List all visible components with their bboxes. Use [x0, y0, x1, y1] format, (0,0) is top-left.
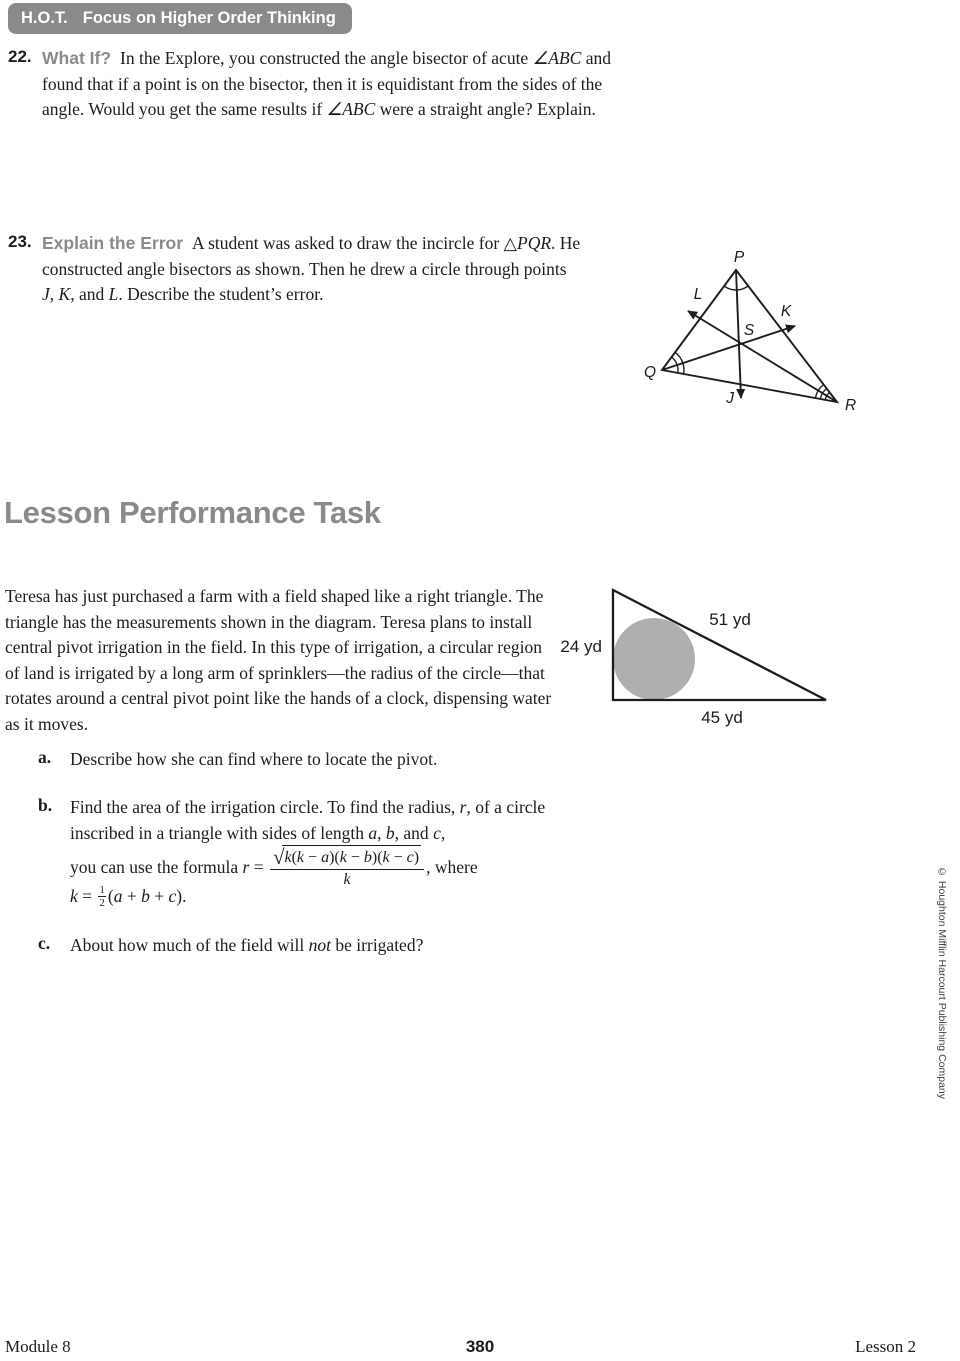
part-c-text: About how much of the field will not be irrigated? — [70, 935, 424, 955]
radicand: k(k − a)(k − b)(k − c) — [282, 845, 421, 868]
question-23-tag: Explain the Error — [42, 233, 184, 253]
part-a-text: Describe how she can find where to locate the pivot. — [70, 749, 438, 769]
copyright-sidebar-text: © Houghton Mifflin Harcourt Publishing Company — [936, 866, 948, 1100]
footer-lesson: Lesson 2 — [855, 1337, 916, 1356]
field-left-side-label: 24 yd — [560, 637, 602, 656]
formula-denominator: k — [343, 871, 351, 888]
footer-module: Module 8 — [5, 1337, 71, 1356]
lesson-performance-task-title: Lesson Performance Task — [4, 495, 381, 530]
question-23 — [8, 231, 582, 308]
formula-pre-text: you can use the formula r = — [70, 857, 268, 877]
part-b-label: b. — [38, 795, 53, 815]
k-line-post: (a + b + c). — [107, 886, 187, 907]
one-half-numerator: 1 — [99, 884, 105, 896]
hot-label: H.O.T. — [21, 9, 68, 27]
label-j: J — [726, 390, 734, 407]
formula-post-text: , where — [426, 857, 478, 877]
part-a-label: a. — [38, 747, 52, 767]
question-23-text: A student was asked to draw the incircle for △PQR. He constructed angle bisectors as shown. Then he drew a circle through points J, K, and L. Describe the student’s error. — [42, 233, 581, 304]
part-a — [38, 747, 658, 773]
field-hypotenuse-label: 51 yd — [709, 610, 751, 629]
label-l: L — [693, 286, 703, 303]
question-23-number: 23. — [8, 232, 32, 251]
incircle-diagram — [630, 240, 875, 420]
one-half-denominator: 2 — [99, 897, 105, 910]
label-s: S — [743, 322, 755, 339]
formula-fraction — [270, 845, 424, 890]
footer-page-number: 380 — [465, 1337, 495, 1356]
question-22-number: 22. — [8, 47, 32, 66]
question-23-body — [42, 231, 582, 308]
part-b-k-definition — [70, 884, 186, 909]
formula-numerator — [270, 845, 424, 870]
hot-title: Focus on Higher Order Thinking — [82, 9, 336, 27]
field-diagram — [550, 575, 870, 735]
lpt-intro-paragraph: Teresa has just purchased a farm with a field shaped like a right triangle. The triangle has the measurements shown in the diagram. Teresa plans to install central pivot irrigation in the field. In this type of irrigation, a circular region of land is irrigated by a long arm of sprinklers—the radius of the circle—that rotates around a central pivot point like the hands of a clock, dispensing water as it moves. — [5, 586, 552, 734]
field-base-label: 45 yd — [701, 708, 743, 727]
part-c-label: c. — [38, 933, 51, 953]
part-b — [38, 795, 610, 846]
question-22 — [8, 46, 644, 123]
question-22-text: In the Explore, you constructed the angle bisector of acute ∠ABC and found that if a point is on the bisector, then it is equidistant from the sides of the angle. Would you get the same results if ∠ABC were a straight angle? Explain. — [42, 48, 611, 119]
part-c — [38, 933, 658, 959]
square-root — [273, 845, 421, 868]
label-q: Q — [643, 364, 656, 381]
irrigation-circle — [613, 618, 695, 700]
label-r: R — [845, 397, 857, 414]
part-b-text: Find the area of the irrigation circle. To find the radius, r, of a circle inscribed in a triangle with sides of length a, b, and c, — [70, 797, 546, 843]
k-line-pre: k = — [70, 886, 97, 907]
radical-sign: √ — [272, 845, 285, 869]
label-k: K — [780, 303, 792, 320]
one-half-fraction — [98, 884, 106, 909]
question-22-body — [42, 46, 644, 123]
label-p: P — [733, 249, 745, 266]
hot-header-bar — [8, 3, 352, 34]
question-22-tag: What If? — [42, 48, 112, 68]
